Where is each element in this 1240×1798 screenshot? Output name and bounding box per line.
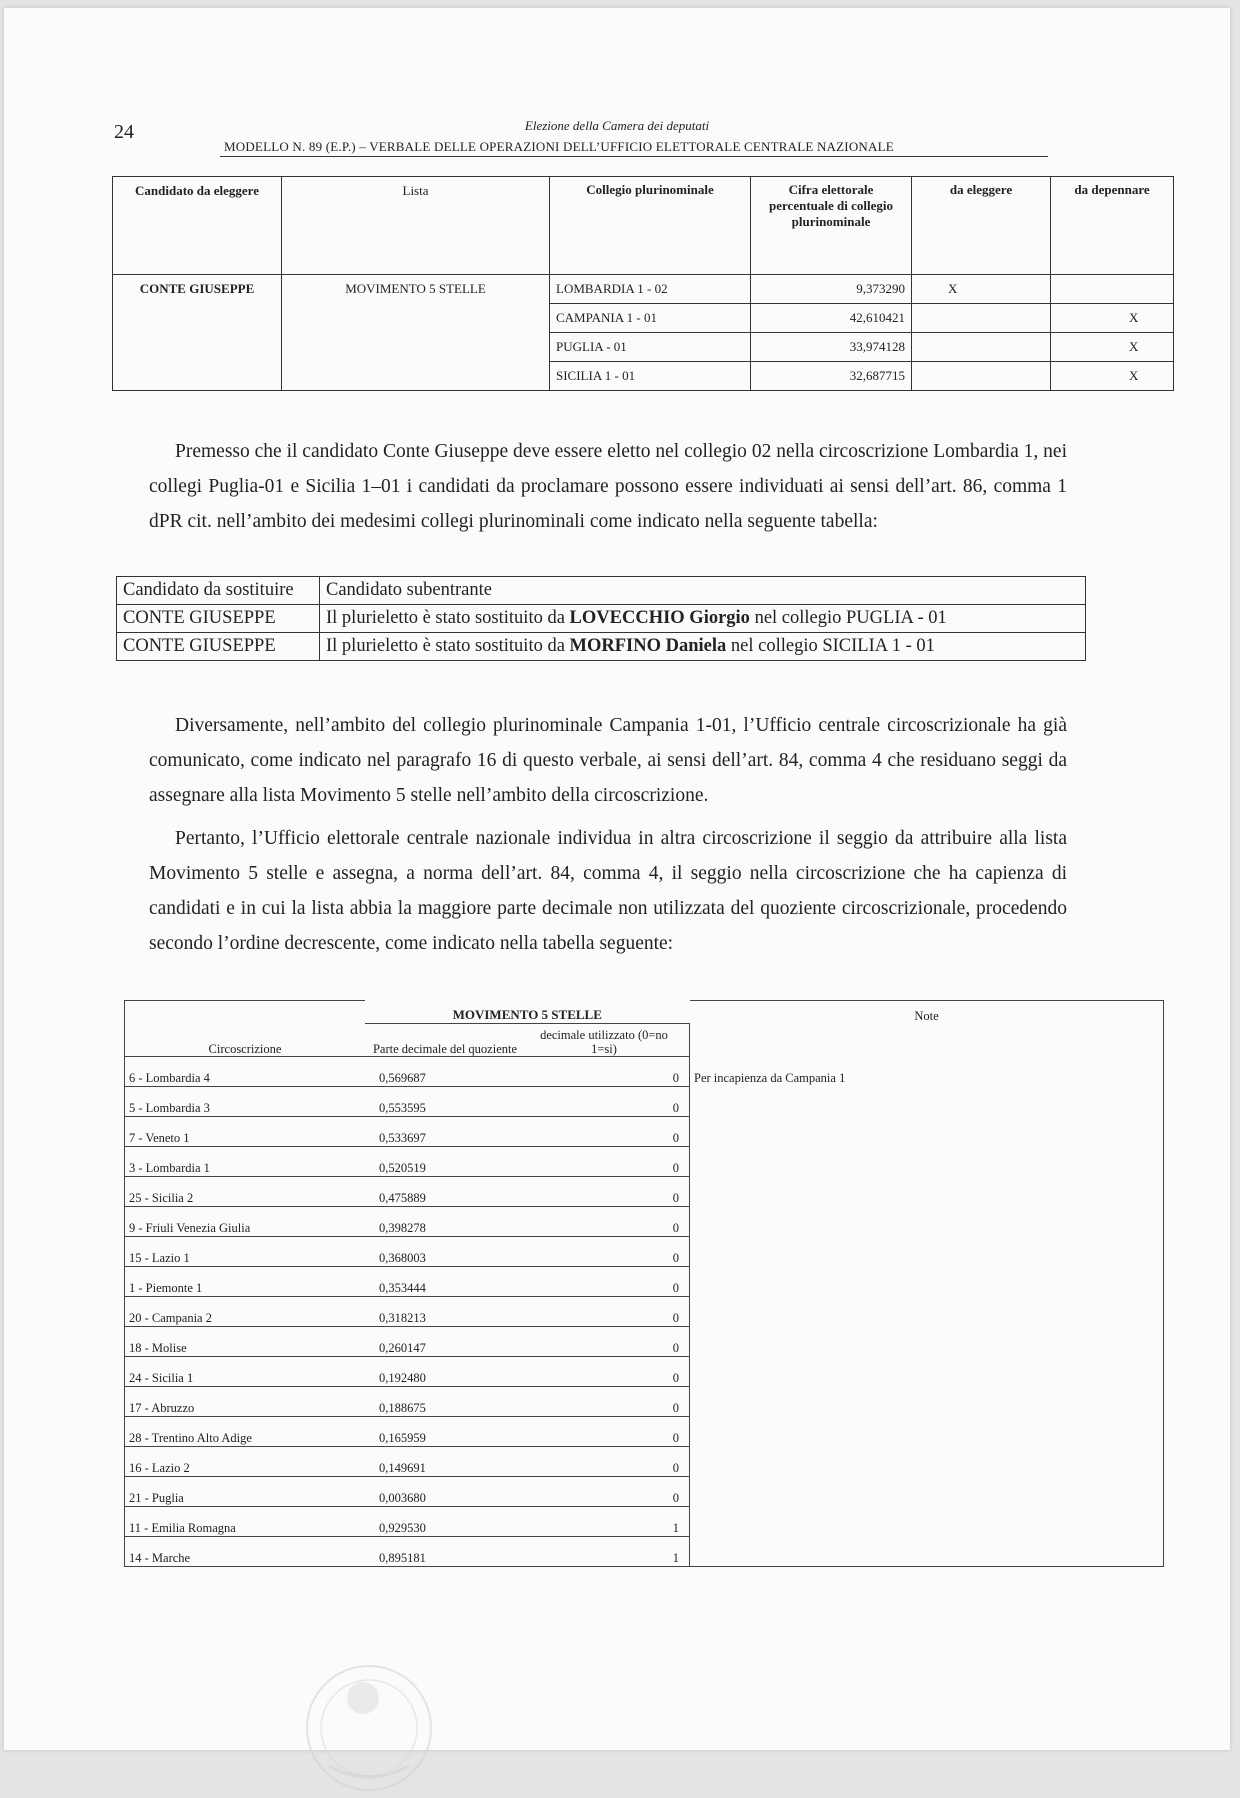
header-cifra: Cifra elettorale percentuale di collegio plurinominale bbox=[751, 177, 912, 275]
circoscrizione-cell: 6 - Lombardia 4 bbox=[125, 1056, 366, 1086]
header-candidato-subentrante: Candidato subentrante bbox=[320, 577, 1086, 605]
note-cell bbox=[690, 1176, 1164, 1206]
cifra-cell: 42,610421 bbox=[751, 304, 912, 333]
circoscrizione-cell: 1 - Piemonte 1 bbox=[125, 1266, 366, 1296]
table-row bbox=[125, 1236, 1164, 1266]
parte-decimale-cell: 0,260147 bbox=[365, 1326, 525, 1356]
paragraph-pertanto: Pertanto, l’Ufficio elettorale centrale nazionale individua in altra circoscrizione il seggio da attribuire alla lista Movimento 5 stelle e assegna, a norma dell’art. 84, comma 4, il seggio nella circoscrizione che ha capienza di candidati e in cui la lista abbia la maggiore parte decimale non utilizzata del quoziente circoscrizionale, procedendo secondo l’ordine decrescente, come indicato nella tabella seguente: bbox=[149, 828, 1067, 954]
da-depennare-cell: X bbox=[1051, 362, 1174, 391]
decimale-utilizzato-cell: 0 bbox=[525, 1176, 690, 1206]
parte-decimale-cell: 0,353444 bbox=[365, 1266, 525, 1296]
collegio-cell: PUGLIA - 01 bbox=[550, 333, 751, 362]
da-eleggere-cell bbox=[912, 304, 1051, 333]
table-row bbox=[117, 577, 1086, 605]
note-cell bbox=[690, 1386, 1164, 1416]
header-lista: Lista bbox=[282, 177, 550, 275]
collegio-cell: LOMBARDIA 1 - 02 bbox=[550, 275, 751, 304]
substitution-suffix: nel collegio PUGLIA - 01 bbox=[749, 608, 947, 628]
table-row bbox=[125, 1386, 1164, 1416]
decimals-title: MOVIMENTO 5 STELLE bbox=[365, 1001, 690, 1024]
circoscrizione-cell: 5 - Lombardia 3 bbox=[125, 1086, 366, 1116]
header-collegio: Collegio plurinominale bbox=[550, 177, 751, 275]
table-row bbox=[113, 275, 1174, 304]
circoscrizione-cell: 11 - Emilia Romagna bbox=[125, 1506, 366, 1536]
da-eleggere-cell bbox=[912, 362, 1051, 391]
decimale-utilizzato-cell: 1 bbox=[525, 1506, 690, 1536]
table-row bbox=[125, 1206, 1164, 1236]
candidate-name: CONTE GIUSEPPE bbox=[113, 275, 282, 391]
table-row bbox=[125, 1326, 1164, 1356]
header-decimale-utilizzato: decimale utilizzato (0=no 1=si) bbox=[525, 1023, 690, 1056]
parte-decimale-cell: 0,192480 bbox=[365, 1356, 525, 1386]
da-eleggere-cell bbox=[912, 333, 1051, 362]
table-row bbox=[125, 1266, 1164, 1296]
decimale-utilizzato-cell: 0 bbox=[525, 1146, 690, 1176]
table-row bbox=[125, 1446, 1164, 1476]
official-seal-stamp bbox=[289, 1648, 449, 1798]
table-row bbox=[125, 1416, 1164, 1446]
decimale-utilizzato-cell: 0 bbox=[525, 1116, 690, 1146]
substitution-text bbox=[320, 605, 1086, 633]
table-row bbox=[125, 1146, 1164, 1176]
table-row bbox=[125, 1086, 1164, 1116]
parte-decimale-cell: 0,533697 bbox=[365, 1116, 525, 1146]
document-page bbox=[4, 8, 1230, 1750]
circoscrizione-cell: 3 - Lombardia 1 bbox=[125, 1146, 366, 1176]
cifra-cell: 32,687715 bbox=[751, 362, 912, 391]
substitution-prefix: Il plurieletto è stato sostituito da bbox=[326, 608, 570, 628]
candidate-to-replace: CONTE GIUSEPPE bbox=[117, 633, 320, 661]
header-candidato-da-sostituire: Candidato da sostituire bbox=[117, 577, 320, 605]
circoscrizione-cell: 18 - Molise bbox=[125, 1326, 366, 1356]
header-da-eleggere: da eleggere bbox=[912, 177, 1051, 275]
decimals-title-row bbox=[125, 1001, 1164, 1024]
paragraph-premesso: Premesso che il candidato Conte Giuseppe deve essere eletto nel collegio 02 nella circoscrizione Lombardia 1, nei collegi Puglia-01 e Sicilia 1–01 i candidati da proclamare possono essere individuati ai sensi dell’art. 86, comma 1 dPR cit. nell’ambito dei medesimi collegi plurinominali come indicato nella seguente tabella: bbox=[149, 441, 1067, 532]
table-row bbox=[125, 1296, 1164, 1326]
circoscrizione-cell: 15 - Lazio 1 bbox=[125, 1236, 366, 1266]
circoscrizione-cell: 28 - Trentino Alto Adige bbox=[125, 1416, 366, 1446]
parte-decimale-cell: 0,368003 bbox=[365, 1236, 525, 1266]
circoscrizione-cell: 7 - Veneto 1 bbox=[125, 1116, 366, 1146]
note-cell bbox=[690, 1416, 1164, 1446]
note-cell: Per incapienza da Campania 1 bbox=[690, 1056, 1164, 1086]
table-row bbox=[117, 633, 1086, 661]
parte-decimale-cell: 0,475889 bbox=[365, 1176, 525, 1206]
decimale-utilizzato-cell: 0 bbox=[525, 1326, 690, 1356]
table-row bbox=[125, 1056, 1164, 1086]
parte-decimale-cell: 0,318213 bbox=[365, 1296, 525, 1326]
substitution-suffix: nel collegio SICILIA 1 - 01 bbox=[726, 636, 935, 656]
da-depennare-cell: X bbox=[1051, 304, 1174, 333]
parte-decimale-cell: 0,569687 bbox=[365, 1056, 525, 1086]
table-row bbox=[125, 1116, 1164, 1146]
cifra-cell: 33,974128 bbox=[751, 333, 912, 362]
decimale-utilizzato-cell: 0 bbox=[525, 1476, 690, 1506]
decimale-utilizzato-cell: 0 bbox=[525, 1446, 690, 1476]
parte-decimale-cell: 0,895181 bbox=[365, 1536, 525, 1566]
decimale-utilizzato-cell: 0 bbox=[525, 1386, 690, 1416]
note-cell bbox=[690, 1266, 1164, 1296]
note-cell bbox=[690, 1086, 1164, 1116]
decimale-utilizzato-cell: 0 bbox=[525, 1356, 690, 1386]
parte-decimale-cell: 0,520519 bbox=[365, 1146, 525, 1176]
table-row bbox=[125, 1356, 1164, 1386]
parte-decimale-cell: 0,165959 bbox=[365, 1416, 525, 1446]
list-name: MOVIMENTO 5 STELLE bbox=[282, 275, 550, 391]
substitute-name: LOVECCHIO Giorgio bbox=[569, 608, 750, 628]
circoscrizione-cell: 25 - Sicilia 2 bbox=[125, 1176, 366, 1206]
table-row bbox=[125, 1176, 1164, 1206]
decimale-utilizzato-cell: 0 bbox=[525, 1266, 690, 1296]
candidates-header-row bbox=[113, 177, 1174, 275]
decimale-utilizzato-cell: 0 bbox=[525, 1206, 690, 1236]
substitute-name: MORFINO Daniela bbox=[569, 636, 727, 656]
parte-decimale-cell: 0,929530 bbox=[365, 1506, 525, 1536]
running-subtitle: MODELLO N. 89 (E.P.) – VERBALE DELLE OPERAZIONI DELL’UFFICIO ELETTORALE CENTRALE NAZIONALE bbox=[224, 139, 894, 154]
circoscrizione-cell: 21 - Puglia bbox=[125, 1476, 366, 1506]
decimals-table bbox=[124, 1000, 1164, 1567]
note-cell bbox=[690, 1476, 1164, 1506]
parte-decimale-cell: 0,553595 bbox=[365, 1086, 525, 1116]
circoscrizione-cell: 17 - Abruzzo bbox=[125, 1386, 366, 1416]
running-title: Elezione della Camera dei deputati bbox=[524, 118, 710, 133]
note-cell bbox=[690, 1506, 1164, 1536]
parte-decimale-cell: 0,398278 bbox=[365, 1206, 525, 1236]
header-candidato: Candidato da eleggere bbox=[113, 177, 282, 275]
note-cell bbox=[690, 1236, 1164, 1266]
substitution-prefix: Il plurieletto è stato sostituito da bbox=[326, 636, 570, 656]
candidate-to-replace: CONTE GIUSEPPE bbox=[117, 605, 320, 633]
note-cell bbox=[690, 1536, 1164, 1566]
decimals-body bbox=[125, 1056, 1164, 1566]
da-eleggere-cell: X bbox=[912, 275, 1051, 304]
paragraph-diversamente: Diversamente, nell’ambito del collegio plurinominale Campania 1-01, l’Ufficio centrale circoscrizionale ha già comunicato, come indicato nel paragrafo 16 di questo verbale, ai sensi dell’art. 84, comma 4 che residuano seggi da assegnare alla lista Movimento 5 stelle nell’ambito della circoscrizione. bbox=[149, 715, 1067, 806]
circoscrizione-cell: 14 - Marche bbox=[125, 1536, 366, 1566]
circoscrizione-cell: 9 - Friuli Venezia Giulia bbox=[125, 1206, 366, 1236]
parte-decimale-cell: 0,003680 bbox=[365, 1476, 525, 1506]
candidates-table bbox=[112, 176, 1174, 391]
circoscrizione-cell: 16 - Lazio 2 bbox=[125, 1446, 366, 1476]
decimale-utilizzato-cell: 0 bbox=[525, 1416, 690, 1446]
header-circoscrizione: Circoscrizione bbox=[125, 1023, 366, 1056]
note-cell bbox=[690, 1296, 1164, 1326]
da-depennare-cell bbox=[1051, 275, 1174, 304]
substitutions-table bbox=[116, 576, 1086, 661]
decimale-utilizzato-cell: 0 bbox=[525, 1056, 690, 1086]
note-cell bbox=[690, 1206, 1164, 1236]
parte-decimale-cell: 0,149691 bbox=[365, 1446, 525, 1476]
decimale-utilizzato-cell: 0 bbox=[525, 1236, 690, 1266]
da-depennare-cell: X bbox=[1051, 333, 1174, 362]
circoscrizione-cell: 20 - Campania 2 bbox=[125, 1296, 366, 1326]
table-row bbox=[117, 605, 1086, 633]
substitution-text bbox=[320, 633, 1086, 661]
circoscrizione-cell: 24 - Sicilia 1 bbox=[125, 1356, 366, 1386]
page-number: 24 bbox=[114, 121, 134, 143]
header-da-depennare: da depennare bbox=[1051, 177, 1174, 275]
table-row bbox=[125, 1506, 1164, 1536]
parte-decimale-cell: 0,188675 bbox=[365, 1386, 525, 1416]
table-row bbox=[125, 1536, 1164, 1566]
collegio-cell: CAMPANIA 1 - 01 bbox=[550, 304, 751, 333]
note-header: Note bbox=[690, 1001, 1164, 1057]
cifra-cell: 9,373290 bbox=[751, 275, 912, 304]
note-cell bbox=[690, 1116, 1164, 1146]
header-rule bbox=[220, 156, 1048, 157]
decimale-utilizzato-cell: 0 bbox=[525, 1086, 690, 1116]
decimale-utilizzato-cell: 1 bbox=[525, 1536, 690, 1566]
decimale-utilizzato-cell: 0 bbox=[525, 1296, 690, 1326]
table-row bbox=[125, 1476, 1164, 1506]
note-cell bbox=[690, 1356, 1164, 1386]
note-cell bbox=[690, 1146, 1164, 1176]
note-cell bbox=[690, 1446, 1164, 1476]
header-parte-decimale: Parte decimale del quoziente bbox=[365, 1023, 525, 1056]
collegio-cell: SICILIA 1 - 01 bbox=[550, 362, 751, 391]
note-cell bbox=[690, 1326, 1164, 1356]
